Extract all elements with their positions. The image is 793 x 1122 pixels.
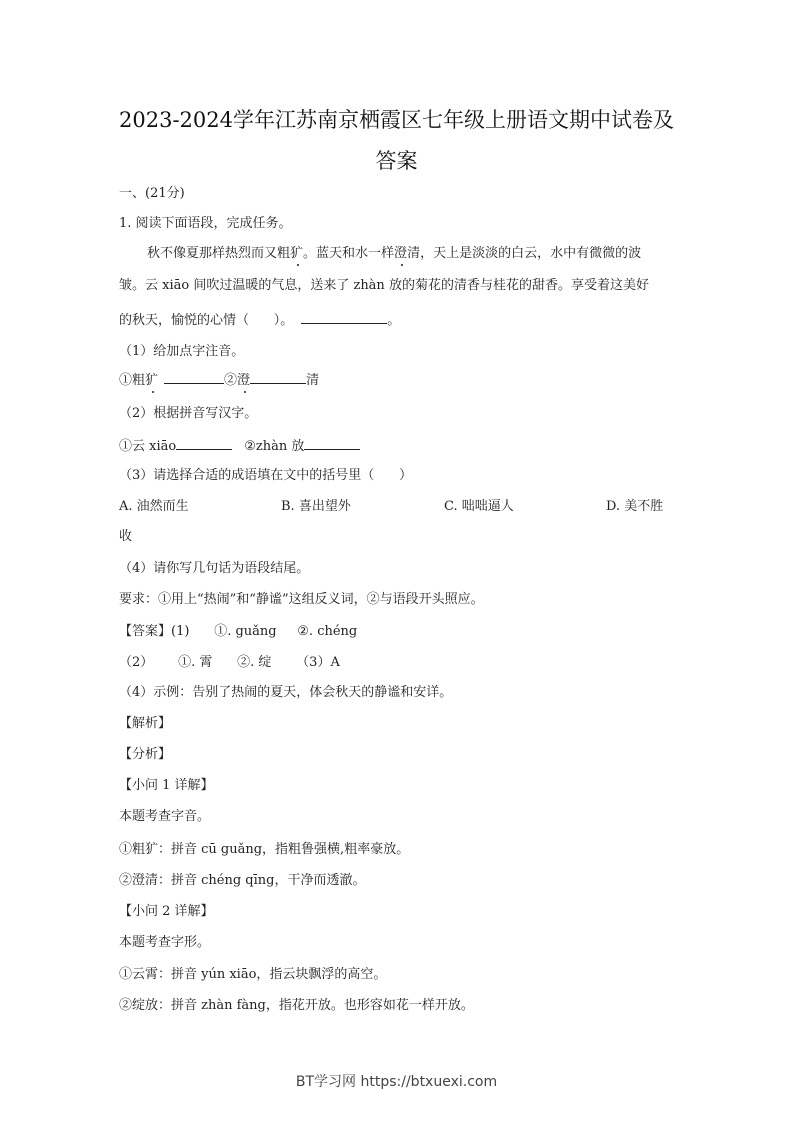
answer-blank[interactable] xyxy=(250,371,306,384)
question-1: 1. 阅读下面语段，完成任务。 xyxy=(119,216,292,231)
detail-1-intro: 本题考查字音。 xyxy=(119,809,211,824)
option-d-cont: 收 xyxy=(119,529,133,544)
answer-line-1: 【答案】(1) ①. guǎng ②. chéng xyxy=(119,624,358,639)
section-heading: 一、(21分) xyxy=(119,186,185,201)
dotted-char: 犷 xyxy=(290,246,304,261)
requirement: 要求：①用上“热闹”和“静谧”这组反义词，②与语段开头照应。 xyxy=(119,592,484,607)
dotted-char: 澄 xyxy=(237,373,251,388)
detail-2-b: ②绽放：拼音 zhàn fàng，指花开放。也形容如花一样开放。 xyxy=(119,998,474,1013)
detail-1-heading: 【小问 1 详解】 xyxy=(119,778,214,793)
option-b[interactable]: B. 喜出望外 xyxy=(281,499,351,514)
sub-question-1-items xyxy=(119,371,319,390)
fenxi-heading: 【分析】 xyxy=(119,747,172,762)
footer-watermark: BT学习网 https://btxuexi.com xyxy=(295,1074,498,1090)
sub-question-4: （4）请你写几句话为语段结尾。 xyxy=(119,561,310,576)
detail-1-a: ①粗犷：拼音 cū guǎng，指粗鲁强横,粗率豪放。 xyxy=(119,842,410,857)
analysis-heading: 【解析】 xyxy=(119,716,172,731)
sub-question-2: （2）根据拼音写汉字。 xyxy=(119,406,258,421)
answer-blank[interactable] xyxy=(301,311,387,324)
text: 清，天上是淡淡的白云，水中有微微的波 xyxy=(407,246,642,261)
detail-1-b: ②澄清：拼音 chéng qīng，干净而透澈。 xyxy=(119,873,366,888)
text: ②zhàn 放 xyxy=(244,439,305,454)
option-c[interactable]: C. 咄咄逼人 xyxy=(444,499,514,514)
option-d[interactable]: D. 美不胜 xyxy=(606,499,664,514)
answer-blank[interactable] xyxy=(176,437,232,450)
document-title: 2023-2024学年江苏南京栖霞区七年级上册语文期中试卷及 xyxy=(119,108,674,132)
sub-question-3: （3）请选择合适的成语填在文中的括号里（ ） xyxy=(119,468,413,483)
text: ② xyxy=(224,373,238,388)
answer-line-3: （4）示例：告别了热闹的夏天，体会秋天的静谧和安详。 xyxy=(119,685,453,700)
passage-line-2: 皱。云 xiāo 间吹过温暖的气息，送来了 zhàn 放的菊花的清香与桂花的甜香。享受着这美好 xyxy=(119,278,649,293)
document-title-cont: 答案 xyxy=(375,149,418,173)
sub-question-1: （1）给加点字注音。 xyxy=(119,344,245,359)
passage-line-3 xyxy=(119,311,400,330)
text: 。蓝天和水一样 xyxy=(303,246,395,261)
text: 。 xyxy=(387,313,401,328)
dotted-char: 澄 xyxy=(394,246,408,261)
text: 的秋天，愉悦的心情（ ）。 xyxy=(119,313,294,328)
detail-2-heading: 【小问 2 详解】 xyxy=(119,904,214,919)
answer-blank[interactable] xyxy=(164,371,224,384)
detail-2-intro: 本题考查字形。 xyxy=(119,935,211,950)
option-a[interactable]: A. 油然而生 xyxy=(119,499,189,514)
dotted-char: 犷 xyxy=(145,373,159,388)
detail-2-a: ①云霄：拼音 yún xiāo，指云块飘浮的高空。 xyxy=(119,967,387,982)
text: ①粗 xyxy=(119,373,146,388)
answer-blank[interactable] xyxy=(304,437,360,450)
text: 秋不像夏那样热烈而又粗 xyxy=(147,246,291,261)
sub-question-2-items xyxy=(119,437,360,456)
passage-line-1 xyxy=(147,245,641,263)
answer-line-2: （2） ①. 霄 ②. 绽 （3）A xyxy=(119,655,340,670)
text: 清 xyxy=(306,373,320,388)
text: ①云 xiāo xyxy=(119,439,177,454)
